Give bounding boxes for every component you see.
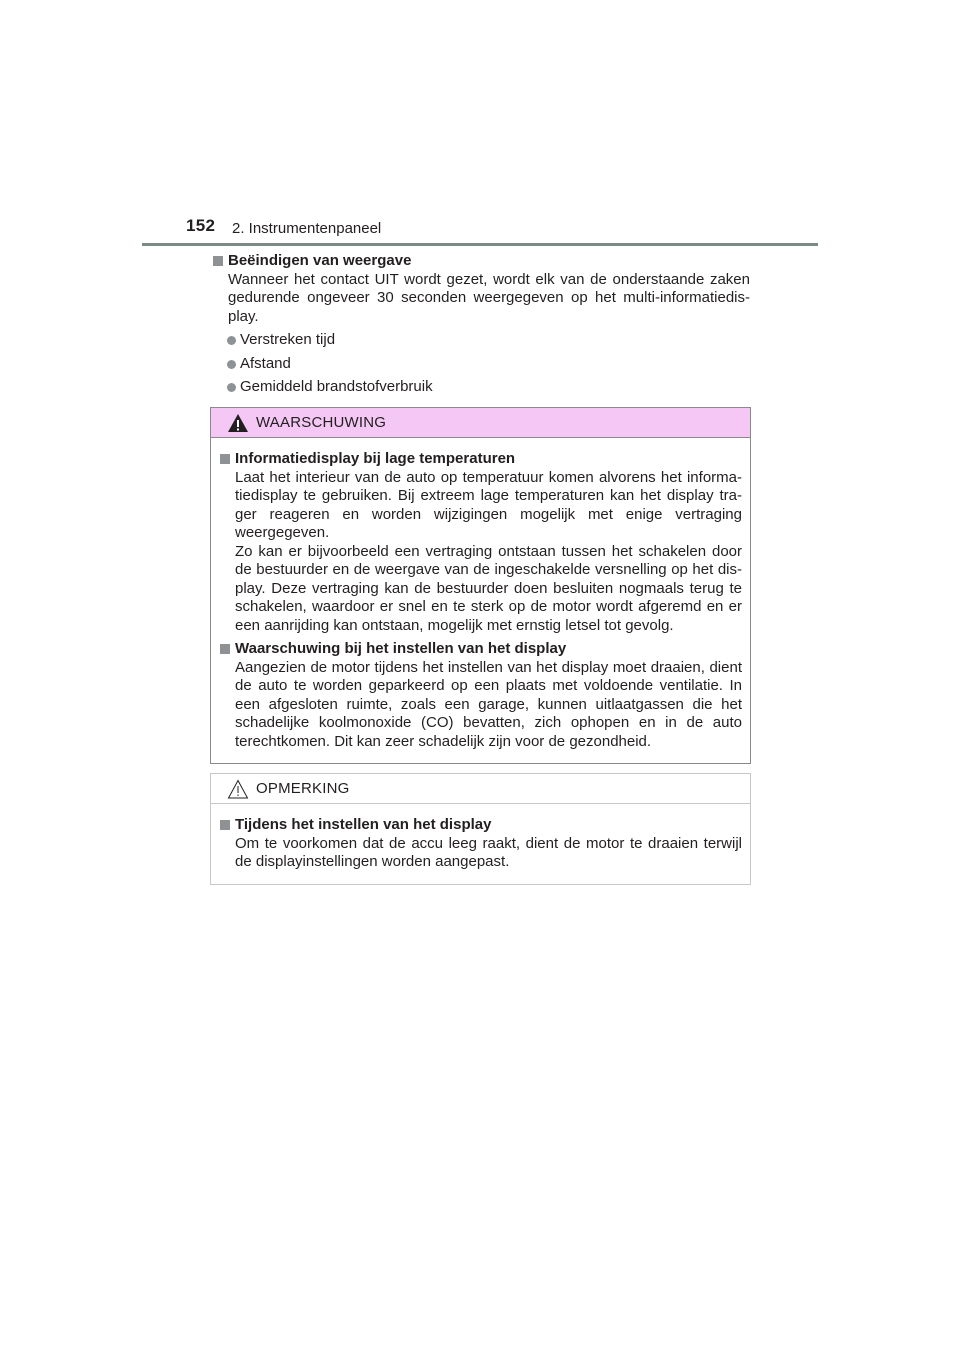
note-title-bar: [211, 774, 750, 804]
list-item: [210, 378, 750, 397]
warning-paragraph: Laat het interieur van de auto op temperatuur komen alvorens het informa-tiedisplay te gebruiken. Bij extreem lage temperaturen kan het display tra-ger reageren en worden wijzigingen mogelijk met enige vertraging weergegeven.: [235, 468, 742, 541]
warning-title-bar: [211, 408, 750, 438]
warning-paragraph: Aangezien de motor tijdens het instellen van het display moet draaien, dient de auto te worden geparkeerd op een plaats met voldoende ventilatie. In een afgesloten ruimte, zoals een garage, kunnen uitlaatgassen die het schadelijke koolmonoxide (CO) bevatten, zich ophopen en in de auto terechtkomen. Dit kan zeer schadelijk zijn voor de gezondheid.: [235, 658, 742, 750]
round-bullet-icon: [227, 336, 236, 345]
heading-text: Waarschuwing bij het instellen van het display: [235, 640, 567, 657]
warning-paragraph: Zo kan er bijvoorbeeld een vertraging ontstaan tussen het schakelen door de bestuurder en de weergave van de ingeschakelde versnelling op het dis-play. Deze vertraging kan de bestuurder doen besluiten nogmaals terug te schakelen, waardoor er snel en te sterk op de motor wordt afgeremd en er een aanrijding kan ontstaan, mogelijk met ernstig letsel tot gevolg.: [235, 542, 742, 634]
note-heading: [217, 816, 742, 835]
round-bullet-icon: [227, 360, 236, 369]
section-heading: [210, 252, 750, 271]
square-bullet-icon: [220, 644, 230, 654]
round-bullet-icon: [227, 383, 236, 392]
heading-text: Tijdens het instellen van het display: [235, 816, 492, 833]
section-title: 2. Instrumentenpaneel: [232, 220, 382, 237]
list-item-label: Verstreken tijd: [240, 331, 336, 348]
note-paragraph: Om te voorkomen dat de accu leeg raakt, dient de motor te draaien terwijl de displayinstellingen worden aangepast.: [235, 834, 742, 870]
list-item-label: Gemiddeld brandstofverbruik: [240, 378, 433, 395]
list-item-label: Afstand: [240, 354, 291, 372]
heading-text: Informatiedisplay bij lage temperaturen: [235, 450, 516, 467]
warning-triangle-icon: [227, 413, 249, 433]
main-content: [210, 252, 750, 397]
note-box: [210, 773, 751, 885]
square-bullet-icon: [213, 256, 223, 266]
square-bullet-icon: [220, 454, 230, 464]
page-number: 152: [186, 216, 216, 235]
note-title: OPMERKING: [256, 780, 350, 797]
header-rule: [142, 243, 818, 246]
square-bullet-icon: [220, 820, 230, 830]
warning-heading: [217, 450, 742, 469]
caution-triangle-icon: [227, 779, 249, 799]
heading-text: Beëindigen van weergave: [228, 252, 412, 269]
list-item: [210, 331, 750, 350]
intro-paragraph: Wanneer het contact UIT wordt gezet, wordt elk van de onderstaande zaken gedurende ongeveer 30 seconden weergegeven op het multi-informatiedis-play.: [228, 270, 750, 325]
warning-title: WAARSCHUWING: [256, 414, 387, 431]
warning-box: [210, 407, 751, 764]
note-content: [211, 804, 750, 884]
warning-heading: [217, 640, 742, 659]
list-item: [210, 355, 750, 374]
warning-content: [211, 438, 750, 763]
